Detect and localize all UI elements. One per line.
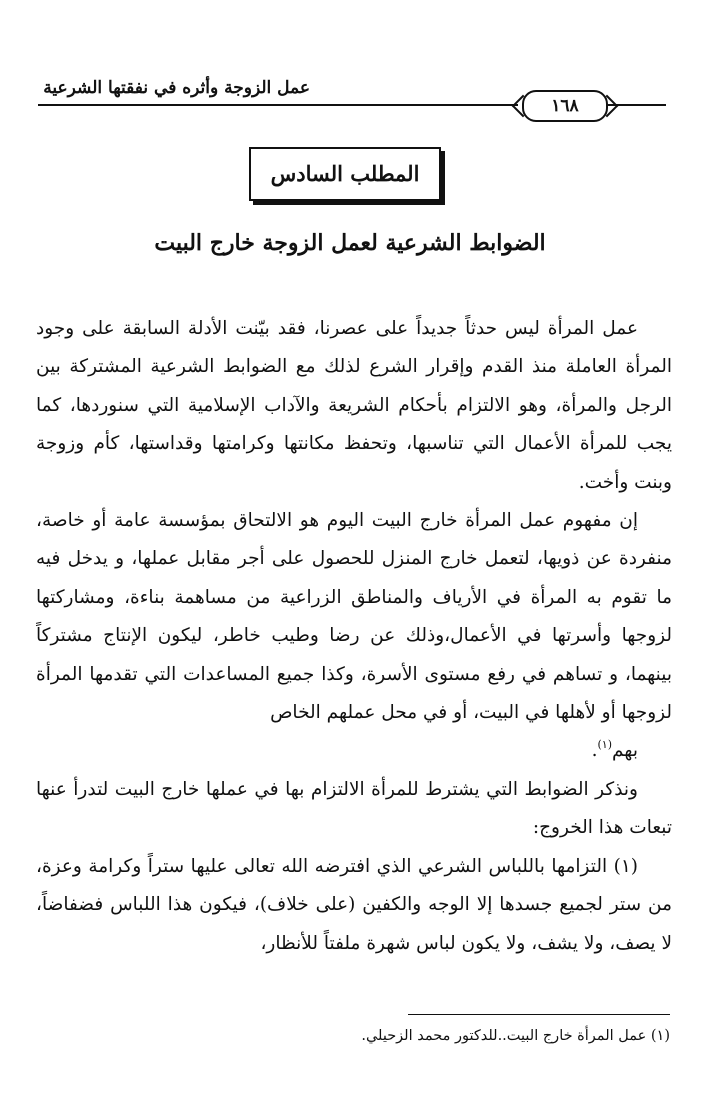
- paragraph-1: عمل المرأة ليس حدثاً جديداً على عصرنا، فقد بيّنت الأدلة السابقة على وجود المرأة العاملة منذ القدم وإقرار الشرع لذلك مع الضوابط الشرعية المشتركة بين الرجل والمرأة، وهو الالتزام بأحكام الشريعة والآداب الإسلامية التي سنوردها، كما يجب للمرأة الأعمال التي تناسبها، وتحفظ مكانتها وكرامتها وقداستها، كأم وزوجة وبنت وأخت.: [36, 318, 672, 493]
- section-label-box: المطلب السادس: [249, 147, 441, 201]
- running-head: عمل الزوجة وأثره في نفقتها الشرعية: [43, 78, 310, 98]
- page-number: ١٦٨: [522, 90, 608, 122]
- paragraph-2-text: إن مفهوم عمل المرأة خارج البيت اليوم هو الالتحاق بمؤسسة عامة أو خاصة، منفردة عن ذويها، لتعمل خارج المنزل للحصول على أجر مقابل عملها، و يدخل فيه ما تقوم به المرأة في الأرياف والمناطق الزراعية من مساهمة بناءة، ومشاركتها لزوجها وأسرتها في الأعمال،وذلك عن رضا وطيب خاطر، ليكون الإنتاج مشتركاً بينهما، و تساهم في رفع مستوى الأسرة، وكذا جميع المساعدات التي تقدمها المرأة لزوجها أو لأهلها في البيت، أو في محل عملهم الخاص: [36, 510, 672, 724]
- footnote: (١) عمل المرأة خارج البيت..للدكتور محمد الزحيلي.: [361, 1028, 670, 1044]
- body-text: [36, 310, 672, 963]
- section-heading: الضوابط الشرعية لعمل الزوجة خارج البيت: [154, 230, 546, 256]
- footnote-rule: [408, 1014, 670, 1015]
- paragraph-2: [36, 502, 672, 771]
- paragraph-4: (١) التزامها باللباس الشرعي الذي افترضه الله تعالى عليها ستراً وكرامة وعزة، من ستر لجميع جسدها إلا الوجه والكفين (على خلاف)، فيكون هذا اللباس فضفاضاً، لا يصف، ولا يشف، ولا يكون لباس شهرة ملفتاً للأنظار،: [36, 855, 672, 954]
- header-rule-left: [38, 104, 518, 106]
- paragraph-2-last-word: بهم: [612, 740, 638, 762]
- paragraph-3: ونذكر الضوابط التي يشترط للمرأة الالتزام بها في عملها خارج البيت لتدرأ عنها تبعات هذا الخروج:: [36, 778, 672, 839]
- paragraph-2-end: بهم$^{(١)}$.: [591, 738, 638, 762]
- footnote-ref: (١): [597, 738, 612, 752]
